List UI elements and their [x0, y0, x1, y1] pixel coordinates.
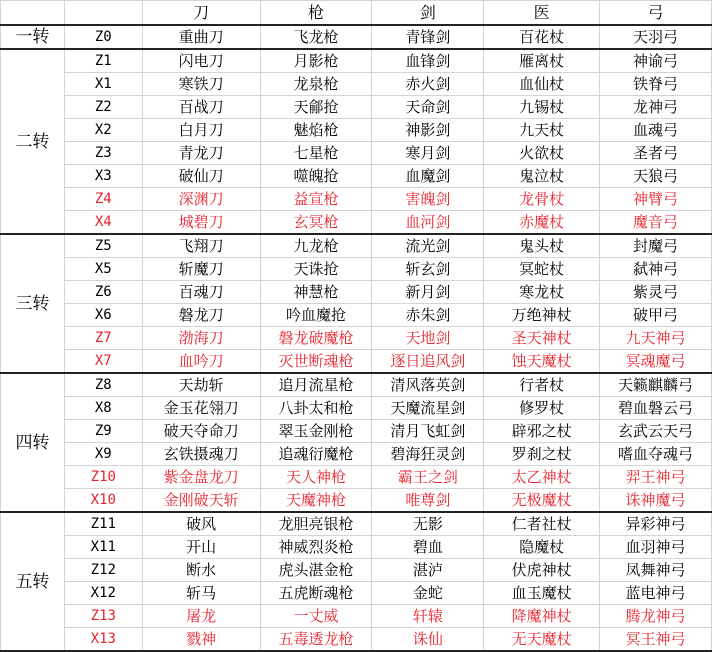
weapon-name-cell: 月影枪 [260, 49, 372, 73]
table-row [1, 211, 712, 235]
weapon-name-cell: 嗜血夺魂弓 [600, 443, 712, 466]
table-row [1, 304, 712, 327]
weapon-name-cell: 冥蛇杖 [484, 258, 600, 281]
weapon-name-cell: 翠玉金刚枪 [260, 420, 372, 443]
weapon-name-cell: 神威烈炎枪 [260, 536, 372, 559]
weapon-name-cell: 磐龙刀 [142, 304, 260, 327]
table-row [1, 96, 712, 119]
weapon-name-cell: 紫灵弓 [600, 281, 712, 304]
row-code: X6 [64, 304, 142, 327]
weapon-name-cell: 白月刀 [142, 119, 260, 142]
table-row [1, 512, 712, 536]
weapon-name-cell: 天地剑 [372, 327, 484, 350]
header-cell-bow: 弓 [600, 1, 712, 26]
weapon-name-cell: 飞龙枪 [260, 25, 372, 49]
weapon-name-cell: 流光剑 [372, 234, 484, 258]
weapon-name-cell: 九天杖 [484, 119, 600, 142]
weapon-name-cell: 血羽神弓 [600, 536, 712, 559]
row-code: X9 [64, 443, 142, 466]
weapon-name-cell: 雁离杖 [484, 49, 600, 73]
weapon-name-cell: 封魔弓 [600, 234, 712, 258]
weapon-name-cell: 城碧刀 [142, 211, 260, 235]
weapon-name-cell: 追月流星枪 [260, 373, 372, 397]
table-row [1, 582, 712, 605]
weapon-name-cell: 新月剑 [372, 281, 484, 304]
header-cell [1, 1, 65, 26]
table-row [1, 258, 712, 281]
weapon-name-cell: 灭世断魂枪 [260, 350, 372, 374]
table-row [1, 373, 712, 397]
weapon-name-cell: 轩辕 [372, 605, 484, 628]
table-row [1, 489, 712, 513]
weapon-name-cell: 一丈威 [260, 605, 372, 628]
row-code: Z12 [64, 559, 142, 582]
weapon-name-cell: 戮神 [142, 628, 260, 652]
weapon-name-cell: 天魔流星剑 [372, 397, 484, 420]
row-code: Z8 [64, 373, 142, 397]
weapon-name-cell: 天诛抢 [260, 258, 372, 281]
weapon-name-cell: 九天神弓 [600, 327, 712, 350]
weapon-name-cell: 渤海刀 [142, 327, 260, 350]
weapon-name-cell: 圣天神杖 [484, 327, 600, 350]
stage-label: 一转 [1, 25, 65, 49]
weapon-name-cell: 害魄剑 [372, 188, 484, 211]
weapon-name-cell: 伏虎神杖 [484, 559, 600, 582]
weapon-name-cell: 圣者弓 [600, 142, 712, 165]
table-row [1, 443, 712, 466]
row-code: Z4 [64, 188, 142, 211]
table-row [1, 165, 712, 188]
weapon-name-cell: 斩马 [142, 582, 260, 605]
weapon-name-cell: 闪电刀 [142, 49, 260, 73]
table-row [1, 73, 712, 96]
weapon-name-cell: 开山 [142, 536, 260, 559]
weapon-name-cell: 万绝神杖 [484, 304, 600, 327]
weapon-name-cell: 唯尊剑 [372, 489, 484, 513]
weapon-name-cell: 天羽弓 [600, 25, 712, 49]
table-row [1, 466, 712, 489]
weapon-name-cell: 噬魄抢 [260, 165, 372, 188]
weapon-name-cell: 蓝电神弓 [600, 582, 712, 605]
weapon-name-cell: 无影 [372, 512, 484, 536]
table-row [1, 49, 712, 73]
row-code: X4 [64, 211, 142, 235]
table-row [1, 281, 712, 304]
stage-label: 二转 [1, 49, 65, 234]
weapon-name-cell: 九锡杖 [484, 96, 600, 119]
weapon-name-cell: 天魔神枪 [260, 489, 372, 513]
table-row [1, 605, 712, 628]
row-code: Z3 [64, 142, 142, 165]
weapon-name-cell: 魔音弓 [600, 211, 712, 235]
row-code: X1 [64, 73, 142, 96]
weapon-name-cell: 太乙神杖 [484, 466, 600, 489]
weapon-name-cell: 神慧枪 [260, 281, 372, 304]
weapon-name-cell: 九龙枪 [260, 234, 372, 258]
weapon-name-cell: 罗刹之杖 [484, 443, 600, 466]
weapon-name-cell: 玄武云天弓 [600, 420, 712, 443]
weapon-name-cell: 血魂弓 [600, 119, 712, 142]
weapon-name-cell: 修罗杖 [484, 397, 600, 420]
weapon-name-cell: 清风落英剑 [372, 373, 484, 397]
weapon-name-cell: 深渊刀 [142, 188, 260, 211]
row-code: X3 [64, 165, 142, 188]
table-row [1, 25, 712, 49]
row-code: Z0 [64, 25, 142, 49]
row-code: X12 [64, 582, 142, 605]
table-row [1, 234, 712, 258]
weapon-name-cell: 天狼弓 [600, 165, 712, 188]
weapon-name-cell: 鬼泣杖 [484, 165, 600, 188]
weapon-name-cell: 青龙刀 [142, 142, 260, 165]
table-row [1, 536, 712, 559]
weapon-name-cell: 碧血 [372, 536, 484, 559]
weapon-name-cell: 飞翔刀 [142, 234, 260, 258]
weapon-name-cell: 龙神弓 [600, 96, 712, 119]
weapon-name-cell: 赤朱剑 [372, 304, 484, 327]
row-code: Z5 [64, 234, 142, 258]
weapon-name-cell: 血玉魔杖 [484, 582, 600, 605]
weapon-name-cell: 血吟刀 [142, 350, 260, 374]
row-code: Z7 [64, 327, 142, 350]
weapon-name-cell: 五虎断魂枪 [260, 582, 372, 605]
table-row [1, 188, 712, 211]
weapon-name-cell: 无极魔杖 [484, 489, 600, 513]
weapon-name-cell: 异彩神弓 [600, 512, 712, 536]
weapon-name-cell: 血锋剑 [372, 49, 484, 73]
weapon-name-cell: 寒月剑 [372, 142, 484, 165]
weapon-name-cell: 虎头湛金枪 [260, 559, 372, 582]
weapon-name-cell: 追魂衍魔枪 [260, 443, 372, 466]
weapon-name-cell: 金蛇 [372, 582, 484, 605]
weapon-name-cell: 青锋剑 [372, 25, 484, 49]
weapon-name-cell: 鬼头杖 [484, 234, 600, 258]
weapon-name-cell: 断水 [142, 559, 260, 582]
weapon-name-cell: 寒龙杖 [484, 281, 600, 304]
row-code: X8 [64, 397, 142, 420]
row-code: Z13 [64, 605, 142, 628]
table-row [1, 119, 712, 142]
weapon-name-cell: 赤魔杖 [484, 211, 600, 235]
weapon-name-cell: 神影剑 [372, 119, 484, 142]
weapon-name-cell: 屠龙 [142, 605, 260, 628]
weapon-name-cell: 霸王之剑 [372, 466, 484, 489]
row-code: X11 [64, 536, 142, 559]
weapon-name-cell: 仁者社杖 [484, 512, 600, 536]
row-code: Z6 [64, 281, 142, 304]
weapon-name-cell: 降魔神杖 [484, 605, 600, 628]
weapon-name-cell: 七星枪 [260, 142, 372, 165]
weapon-name-cell: 天人神枪 [260, 466, 372, 489]
weapon-name-cell: 破风 [142, 512, 260, 536]
weapon-name-cell: 重曲刀 [142, 25, 260, 49]
weapon-name-cell: 天鄃抢 [260, 96, 372, 119]
row-code: Z2 [64, 96, 142, 119]
stage-label: 三转 [1, 234, 65, 373]
weapon-name-cell: 碧海狂灵剑 [372, 443, 484, 466]
weapon-name-cell: 玄冥枪 [260, 211, 372, 235]
weapon-name-cell: 血魔剑 [372, 165, 484, 188]
weapon-name-cell: 玄铁摄魂刀 [142, 443, 260, 466]
row-code: X5 [64, 258, 142, 281]
table-row [1, 420, 712, 443]
weapon-name-cell: 弑神弓 [600, 258, 712, 281]
weapon-name-cell: 天劫斩 [142, 373, 260, 397]
weapon-name-cell: 吟血魔抢 [260, 304, 372, 327]
weapon-name-cell: 蚀天魔杖 [484, 350, 600, 374]
weapon-name-cell: 磐龙破魔枪 [260, 327, 372, 350]
row-code: X13 [64, 628, 142, 652]
table-row [1, 628, 712, 652]
weapon-name-cell: 金刚破天斩 [142, 489, 260, 513]
stage-label: 五转 [1, 512, 65, 651]
weapon-name-cell: 凤舞神弓 [600, 559, 712, 582]
weapon-name-cell: 神臂弓 [600, 188, 712, 211]
weapon-name-cell: 碧血磐云弓 [600, 397, 712, 420]
row-code: Z1 [64, 49, 142, 73]
table-row [1, 397, 712, 420]
weapon-name-cell: 隐魔杖 [484, 536, 600, 559]
weapon-name-cell: 天命剑 [372, 96, 484, 119]
weapon-name-cell: 益宣枪 [260, 188, 372, 211]
weapon-name-cell: 五毒透龙枪 [260, 628, 372, 652]
row-code: X10 [64, 489, 142, 513]
weapon-name-cell: 神谕弓 [600, 49, 712, 73]
weapon-name-cell: 铁脊弓 [600, 73, 712, 96]
weapon-name-cell: 魅焰枪 [260, 119, 372, 142]
weapon-table-body [1, 1, 712, 652]
weapon-name-cell: 赤火剑 [372, 73, 484, 96]
weapon-name-cell: 破甲弓 [600, 304, 712, 327]
weapon-name-cell: 紫金盘龙刀 [142, 466, 260, 489]
weapon-name-cell: 金玉花翎刀 [142, 397, 260, 420]
header-cell-sword: 剑 [372, 1, 484, 26]
weapon-name-cell: 百战刀 [142, 96, 260, 119]
table-row [1, 142, 712, 165]
weapon-name-cell: 诛神魔弓 [600, 489, 712, 513]
row-code: Z11 [64, 512, 142, 536]
row-code: X7 [64, 350, 142, 374]
weapon-name-cell: 血河剑 [372, 211, 484, 235]
weapon-name-cell: 斩魔刀 [142, 258, 260, 281]
weapon-name-cell: 龙骨杖 [484, 188, 600, 211]
weapon-name-cell: 冥魂魔弓 [600, 350, 712, 374]
weapon-name-cell: 斩玄剑 [372, 258, 484, 281]
weapon-name-cell: 龙泉枪 [260, 73, 372, 96]
weapon-name-cell: 龙胆亮银枪 [260, 512, 372, 536]
weapon-name-cell: 冥王神弓 [600, 628, 712, 652]
header-row [1, 1, 712, 26]
weapon-name-cell: 羿王神弓 [600, 466, 712, 489]
header-cell [64, 1, 142, 26]
weapon-name-cell: 八卦太和枪 [260, 397, 372, 420]
weapon-name-cell: 寒铁刀 [142, 73, 260, 96]
weapon-name-cell: 破天夺命刀 [142, 420, 260, 443]
weapon-name-cell: 腾龙神弓 [600, 605, 712, 628]
weapon-name-cell: 诛仙 [372, 628, 484, 652]
weapon-name-cell: 火欲杖 [484, 142, 600, 165]
table-row [1, 559, 712, 582]
weapon-name-cell: 无天魔杖 [484, 628, 600, 652]
row-code: X2 [64, 119, 142, 142]
weapon-name-cell: 血仙杖 [484, 73, 600, 96]
weapon-name-cell: 湛泸 [372, 559, 484, 582]
weapon-name-cell: 百魂刀 [142, 281, 260, 304]
header-cell-spear: 枪 [260, 1, 372, 26]
table-row [1, 350, 712, 374]
row-code: Z9 [64, 420, 142, 443]
stage-label: 四转 [1, 373, 65, 512]
weapon-name-cell: 天籁麒麟弓 [600, 373, 712, 397]
weapon-name-cell: 清月飞虹剑 [372, 420, 484, 443]
header-cell-healer: 医 [484, 1, 600, 26]
weapon-name-cell: 辟邪之杖 [484, 420, 600, 443]
weapon-name-cell: 破仙刀 [142, 165, 260, 188]
weapon-name-cell: 行者杖 [484, 373, 600, 397]
header-cell-blade: 刀 [142, 1, 260, 26]
weapon-name-cell: 逐日追风剑 [372, 350, 484, 374]
row-code: Z10 [64, 466, 142, 489]
weapon-name-cell: 百花杖 [484, 25, 600, 49]
table-row [1, 327, 712, 350]
